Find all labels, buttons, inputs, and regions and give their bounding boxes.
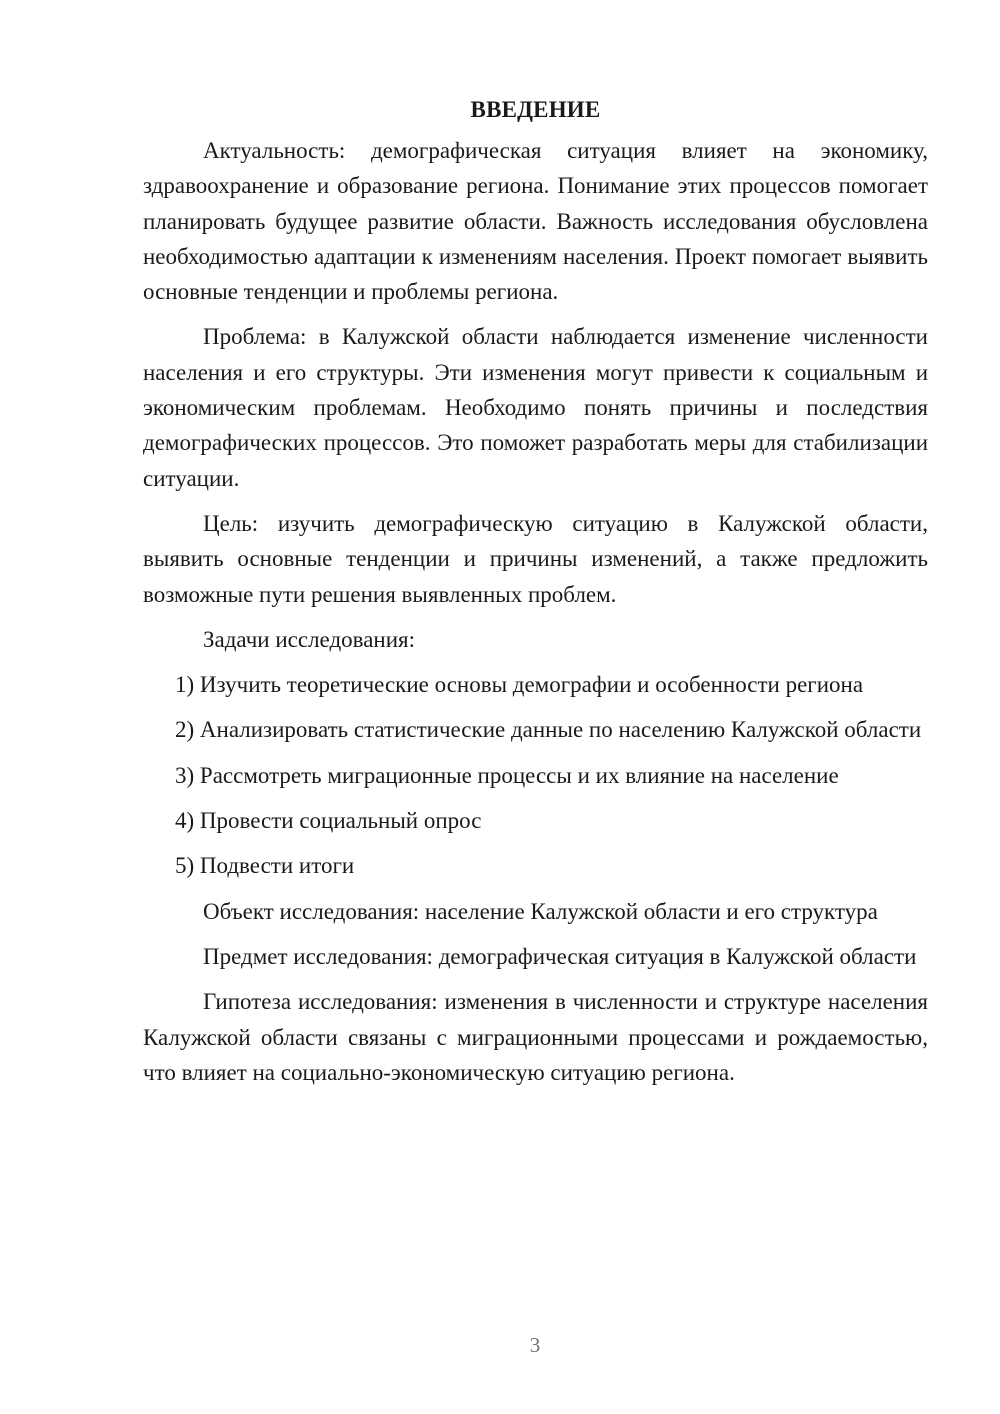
page-title: ВВЕДЕНИЕ [470, 97, 601, 122]
tasks-list [143, 667, 928, 883]
document-page [143, 92, 928, 1100]
list-item: 5) Подвести итоги [175, 853, 355, 879]
list-item: 4) Провести социальный опрос [175, 808, 482, 834]
list-item: 1) Изучить теоретические основы демографии и особенности региона [175, 672, 864, 698]
tasks-heading: Задачи исследования: [203, 626, 416, 652]
subject-paragraph: Предмет исследования: демографическая ситуация в Калужской области [203, 943, 917, 969]
problem-paragraph: Проблема: в Калужской области наблюдается изменение численности населения и его структуры. Эти изменения могут привести к социальным и экономическим проблемам. Необходимо понять причины и последствия демографических процессов. Это поможет разработать меры для стабилизации ситуации. [143, 324, 928, 491]
list-item: 2) Анализировать статистические данные по населению Калужской области [175, 717, 922, 743]
hypothesis-paragraph: Гипотеза исследования: изменения в численности и структуре населения Калужской области связаны с миграционными процессами и рождаемостью, что влияет на социально-экономическую ситуацию региона. [143, 989, 928, 1085]
page-number: 3 [529, 1333, 541, 1357]
relevance-paragraph: Актуальность: демографическая ситуация влияет на экономику, здравоохранение и образование региона. Понимание этих процессов помогает планировать будущее развитие области. Важность исследования обусловлена необходимостью адаптации к изменениям населения. Проект помогает выявить основные тенденции и проблемы региона. [143, 138, 928, 305]
goal-paragraph: Цель: изучить демографическую ситуацию в Калужской области, выявить основные тенденции и причины изменений, а также предложить возможные пути решения выявленных проблем. [143, 510, 928, 607]
list-item: 3) Рассмотреть миграционные процессы и их влияние на население [175, 762, 839, 788]
object-paragraph: Объект исследования: население Калужской области и его структура [203, 898, 878, 924]
